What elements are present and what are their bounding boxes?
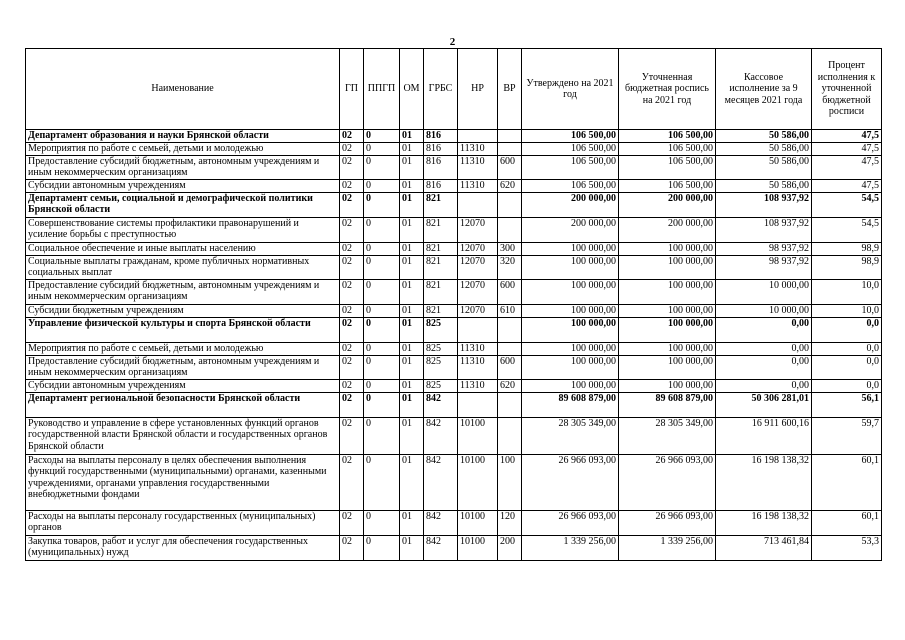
- cell-refined: 89 608 879,00: [619, 392, 716, 417]
- table-row: [26, 304, 882, 317]
- cell-gp: 02: [340, 510, 364, 535]
- cell-om: 01: [400, 304, 424, 317]
- table-row: [26, 155, 882, 179]
- cell-np: [458, 317, 498, 342]
- cell-percent: 98,9: [812, 255, 882, 279]
- cell-approved: 100 000,00: [522, 304, 619, 317]
- cell-approved: 100 000,00: [522, 255, 619, 279]
- header-cash: Кассовое исполнение за 9 месяцев 2021 года: [716, 49, 812, 130]
- cell-vr: [498, 130, 522, 143]
- table-row: [26, 242, 882, 255]
- cell-gp: 02: [340, 130, 364, 143]
- cell-np: [458, 130, 498, 143]
- cell-approved: 106 500,00: [522, 179, 619, 192]
- cell-approved: 100 000,00: [522, 242, 619, 255]
- cell-np: [458, 192, 498, 217]
- cell-om: 01: [400, 192, 424, 217]
- cell-grbs: 825: [424, 317, 458, 342]
- cell-name: Совершенствование системы профилактики правонарушений и усиление борьбы с преступностью: [26, 217, 340, 242]
- cell-np: 10100: [458, 454, 498, 510]
- cell-name: Субсидии автономным учреждениям: [26, 379, 340, 392]
- cell-grbs: 842: [424, 535, 458, 560]
- cell-refined: 100 000,00: [619, 355, 716, 379]
- cell-cash: 50 586,00: [716, 142, 812, 155]
- cell-approved: 106 500,00: [522, 142, 619, 155]
- cell-gp: 02: [340, 179, 364, 192]
- cell-np: 11310: [458, 355, 498, 379]
- header-refined: Уточненная бюджетная роспись на 2021 год: [619, 49, 716, 130]
- cell-np: 12070: [458, 304, 498, 317]
- cell-refined: 106 500,00: [619, 155, 716, 179]
- cell-percent: 47,5: [812, 179, 882, 192]
- cell-vr: 600: [498, 279, 522, 304]
- cell-percent: 0,0: [812, 317, 882, 342]
- cell-gp: 02: [340, 535, 364, 560]
- cell-percent: 54,5: [812, 217, 882, 242]
- cell-om: 01: [400, 217, 424, 242]
- cell-gp: 02: [340, 304, 364, 317]
- cell-vr: [498, 392, 522, 417]
- cell-gp: 02: [340, 342, 364, 355]
- cell-name: Департамент региональной безопасности Брянской области: [26, 392, 340, 417]
- cell-approved: 26 966 093,00: [522, 454, 619, 510]
- cell-percent: 98,9: [812, 242, 882, 255]
- cell-gp: 02: [340, 155, 364, 179]
- cell-vr: 100: [498, 454, 522, 510]
- cell-np: 11310: [458, 179, 498, 192]
- cell-percent: 60,1: [812, 510, 882, 535]
- cell-np: 11310: [458, 142, 498, 155]
- cell-ppgp: 0: [364, 317, 400, 342]
- table-row: [26, 142, 882, 155]
- cell-gp: 02: [340, 379, 364, 392]
- cell-name: Социальное обеспечение и иные выплаты населению: [26, 242, 340, 255]
- cell-grbs: 821: [424, 255, 458, 279]
- cell-np: 12070: [458, 217, 498, 242]
- cell-gp: 02: [340, 279, 364, 304]
- cell-vr: [498, 317, 522, 342]
- cell-grbs: 821: [424, 192, 458, 217]
- table-row: [26, 179, 882, 192]
- cell-refined: 100 000,00: [619, 279, 716, 304]
- cell-grbs: 842: [424, 392, 458, 417]
- cell-ppgp: 0: [364, 355, 400, 379]
- cell-vr: [498, 217, 522, 242]
- cell-refined: 106 500,00: [619, 130, 716, 143]
- cell-ppgp: 0: [364, 392, 400, 417]
- cell-cash: 16 198 138,32: [716, 454, 812, 510]
- cell-np: 11310: [458, 379, 498, 392]
- cell-vr: 620: [498, 179, 522, 192]
- cell-gp: 02: [340, 392, 364, 417]
- cell-ppgp: 0: [364, 192, 400, 217]
- header-vr: ВР: [498, 49, 522, 130]
- cell-om: 01: [400, 342, 424, 355]
- cell-np: 12070: [458, 242, 498, 255]
- cell-approved: 200 000,00: [522, 192, 619, 217]
- cell-gp: 02: [340, 217, 364, 242]
- cell-cash: 50 586,00: [716, 179, 812, 192]
- cell-vr: 600: [498, 355, 522, 379]
- cell-approved: 100 000,00: [522, 279, 619, 304]
- cell-approved: 100 000,00: [522, 317, 619, 342]
- cell-ppgp: 0: [364, 217, 400, 242]
- cell-gp: 02: [340, 355, 364, 379]
- cell-ppgp: 0: [364, 454, 400, 510]
- cell-cash: 16 911 600,16: [716, 417, 812, 454]
- cell-refined: 26 966 093,00: [619, 454, 716, 510]
- cell-gp: 02: [340, 454, 364, 510]
- table-row: [26, 379, 882, 392]
- cell-om: 01: [400, 417, 424, 454]
- cell-grbs: 842: [424, 454, 458, 510]
- cell-ppgp: 0: [364, 155, 400, 179]
- cell-cash: 50 306 281,01: [716, 392, 812, 417]
- table-row: [26, 217, 882, 242]
- cell-refined: 100 000,00: [619, 342, 716, 355]
- cell-vr: 300: [498, 242, 522, 255]
- cell-cash: 0,00: [716, 379, 812, 392]
- cell-name: Расходы на выплаты персоналу государственных (муниципальных) органов: [26, 510, 340, 535]
- cell-grbs: 816: [424, 130, 458, 143]
- cell-approved: 100 000,00: [522, 379, 619, 392]
- cell-name: Предоставление субсидий бюджетным, автономным учреждениям и иным некоммерческим организациям: [26, 279, 340, 304]
- cell-approved: 100 000,00: [522, 355, 619, 379]
- cell-grbs: 842: [424, 510, 458, 535]
- cell-np: 10100: [458, 535, 498, 560]
- cell-refined: 200 000,00: [619, 192, 716, 217]
- cell-name: Мероприятия по работе с семьей, детьми и молодежью: [26, 142, 340, 155]
- header-om: ОМ: [400, 49, 424, 130]
- cell-name: Социальные выплаты гражданам, кроме публичных нормативных социальных выплат: [26, 255, 340, 279]
- cell-gp: 02: [340, 255, 364, 279]
- cell-name: Закупка товаров, работ и услуг для обеспечения государственных (муниципальных) нужд: [26, 535, 340, 560]
- cell-cash: 98 937,92: [716, 255, 812, 279]
- cell-refined: 200 000,00: [619, 217, 716, 242]
- header-grbs: ГРБС: [424, 49, 458, 130]
- cell-ppgp: 0: [364, 304, 400, 317]
- cell-percent: 56,1: [812, 392, 882, 417]
- cell-grbs: 816: [424, 142, 458, 155]
- header-ppgp: ППГП: [364, 49, 400, 130]
- header-approved: Утверждено на 2021 год: [522, 49, 619, 130]
- cell-om: 01: [400, 535, 424, 560]
- cell-grbs: 816: [424, 179, 458, 192]
- cell-np: 11310: [458, 155, 498, 179]
- cell-gp: 02: [340, 242, 364, 255]
- cell-ppgp: 0: [364, 510, 400, 535]
- cell-grbs: 816: [424, 155, 458, 179]
- cell-refined: 100 000,00: [619, 242, 716, 255]
- table-row: [26, 255, 882, 279]
- cell-om: 01: [400, 379, 424, 392]
- cell-percent: 60,1: [812, 454, 882, 510]
- cell-name: Мероприятия по работе с семьей, детьми и молодежью: [26, 342, 340, 355]
- cell-percent: 0,0: [812, 379, 882, 392]
- cell-refined: 28 305 349,00: [619, 417, 716, 454]
- cell-grbs: 821: [424, 279, 458, 304]
- cell-percent: 47,5: [812, 130, 882, 143]
- cell-grbs: 821: [424, 242, 458, 255]
- table-row: [26, 535, 882, 560]
- table-row: [26, 317, 882, 342]
- cell-gp: 02: [340, 417, 364, 454]
- cell-percent: 0,0: [812, 342, 882, 355]
- cell-approved: 28 305 349,00: [522, 417, 619, 454]
- cell-approved: 100 000,00: [522, 342, 619, 355]
- cell-cash: 50 586,00: [716, 155, 812, 179]
- table-row: [26, 192, 882, 217]
- cell-om: 01: [400, 242, 424, 255]
- cell-approved: 1 339 256,00: [522, 535, 619, 560]
- cell-cash: 713 461,84: [716, 535, 812, 560]
- cell-np: 12070: [458, 279, 498, 304]
- cell-approved: 200 000,00: [522, 217, 619, 242]
- cell-vr: 600: [498, 155, 522, 179]
- cell-np: 11310: [458, 342, 498, 355]
- cell-cash: 98 937,92: [716, 242, 812, 255]
- cell-om: 01: [400, 510, 424, 535]
- cell-grbs: 842: [424, 417, 458, 454]
- cell-grbs: 825: [424, 355, 458, 379]
- cell-name: Предоставление субсидий бюджетным, автономным учреждениям и иным некоммерческим организациям: [26, 355, 340, 379]
- cell-vr: 610: [498, 304, 522, 317]
- cell-cash: 0,00: [716, 355, 812, 379]
- header-percent: Процент исполнения к уточненной бюджетной росписи: [812, 49, 882, 130]
- cell-cash: 108 937,92: [716, 217, 812, 242]
- cell-ppgp: 0: [364, 130, 400, 143]
- cell-vr: 200: [498, 535, 522, 560]
- table-row: [26, 454, 882, 510]
- cell-percent: 53,3: [812, 535, 882, 560]
- cell-name: Управление физической культуры и спорта Брянской области: [26, 317, 340, 342]
- cell-grbs: 821: [424, 304, 458, 317]
- cell-om: 01: [400, 130, 424, 143]
- cell-om: 01: [400, 392, 424, 417]
- cell-grbs: 825: [424, 379, 458, 392]
- header-name: Наименование: [26, 49, 340, 130]
- table-row: [26, 279, 882, 304]
- cell-ppgp: 0: [364, 535, 400, 560]
- cell-approved: 106 500,00: [522, 155, 619, 179]
- table-body: [26, 130, 882, 561]
- cell-ppgp: 0: [364, 279, 400, 304]
- cell-om: 01: [400, 142, 424, 155]
- cell-percent: 54,5: [812, 192, 882, 217]
- cell-ppgp: 0: [364, 242, 400, 255]
- cell-percent: 10,0: [812, 304, 882, 317]
- cell-name: Предоставление субсидий бюджетным, автономным учреждениям и иным некоммерческим организациям: [26, 155, 340, 179]
- cell-vr: [498, 142, 522, 155]
- cell-om: 01: [400, 255, 424, 279]
- cell-np: 12070: [458, 255, 498, 279]
- cell-np: [458, 392, 498, 417]
- cell-name: Расходы на выплаты персоналу в целях обеспечения выполнения функций государственными (муниципальными) органами, казенными учреждениями, органами управления государственными внебюджетными фондами: [26, 454, 340, 510]
- cell-refined: 100 000,00: [619, 379, 716, 392]
- cell-refined: 106 500,00: [619, 142, 716, 155]
- cell-np: 10100: [458, 510, 498, 535]
- cell-percent: 0,0: [812, 355, 882, 379]
- cell-vr: 120: [498, 510, 522, 535]
- cell-np: 10100: [458, 417, 498, 454]
- budget-table: [25, 48, 882, 561]
- table-row: [26, 392, 882, 417]
- cell-ppgp: 0: [364, 255, 400, 279]
- cell-vr: 620: [498, 379, 522, 392]
- cell-name: Субсидии бюджетным учреждениям: [26, 304, 340, 317]
- cell-percent: 47,5: [812, 142, 882, 155]
- header-np: НР: [458, 49, 498, 130]
- table-row: [26, 355, 882, 379]
- cell-percent: 47,5: [812, 155, 882, 179]
- cell-percent: 59,7: [812, 417, 882, 454]
- cell-refined: 100 000,00: [619, 304, 716, 317]
- cell-cash: 16 198 138,32: [716, 510, 812, 535]
- cell-name: Департамент образования и науки Брянской области: [26, 130, 340, 143]
- cell-refined: 106 500,00: [619, 179, 716, 192]
- cell-ppgp: 0: [364, 379, 400, 392]
- cell-refined: 100 000,00: [619, 317, 716, 342]
- cell-cash: 108 937,92: [716, 192, 812, 217]
- cell-cash: 0,00: [716, 342, 812, 355]
- cell-ppgp: 0: [364, 417, 400, 454]
- cell-refined: 1 339 256,00: [619, 535, 716, 560]
- table-row: [26, 342, 882, 355]
- cell-gp: 02: [340, 317, 364, 342]
- table-row: [26, 510, 882, 535]
- cell-gp: 02: [340, 192, 364, 217]
- page-number: 2: [449, 36, 456, 48]
- cell-cash: 50 586,00: [716, 130, 812, 143]
- cell-cash: 0,00: [716, 317, 812, 342]
- cell-percent: 10,0: [812, 279, 882, 304]
- cell-approved: 106 500,00: [522, 130, 619, 143]
- cell-om: 01: [400, 317, 424, 342]
- cell-ppgp: 0: [364, 142, 400, 155]
- cell-vr: 320: [498, 255, 522, 279]
- header-row: [26, 49, 882, 130]
- table-row: [26, 130, 882, 143]
- cell-name: Департамент семьи, социальной и демографической политики Брянской области: [26, 192, 340, 217]
- cell-cash: 10 000,00: [716, 279, 812, 304]
- cell-ppgp: 0: [364, 342, 400, 355]
- cell-grbs: 821: [424, 217, 458, 242]
- header-gp: ГП: [340, 49, 364, 130]
- cell-om: 01: [400, 279, 424, 304]
- table-row: [26, 417, 882, 454]
- cell-approved: 26 966 093,00: [522, 510, 619, 535]
- cell-refined: 26 966 093,00: [619, 510, 716, 535]
- cell-name: Субсидии автономным учреждениям: [26, 179, 340, 192]
- cell-gp: 02: [340, 142, 364, 155]
- cell-vr: [498, 417, 522, 454]
- cell-name: Руководство и управление в сфере установленных функций органов государственной власти Брянской области и государственных органов Брянской области: [26, 417, 340, 454]
- cell-vr: [498, 192, 522, 217]
- cell-refined: 100 000,00: [619, 255, 716, 279]
- cell-om: 01: [400, 155, 424, 179]
- cell-grbs: 825: [424, 342, 458, 355]
- cell-vr: [498, 342, 522, 355]
- cell-om: 01: [400, 454, 424, 510]
- cell-ppgp: 0: [364, 179, 400, 192]
- cell-om: 01: [400, 179, 424, 192]
- cell-om: 01: [400, 355, 424, 379]
- cell-cash: 10 000,00: [716, 304, 812, 317]
- cell-approved: 89 608 879,00: [522, 392, 619, 417]
